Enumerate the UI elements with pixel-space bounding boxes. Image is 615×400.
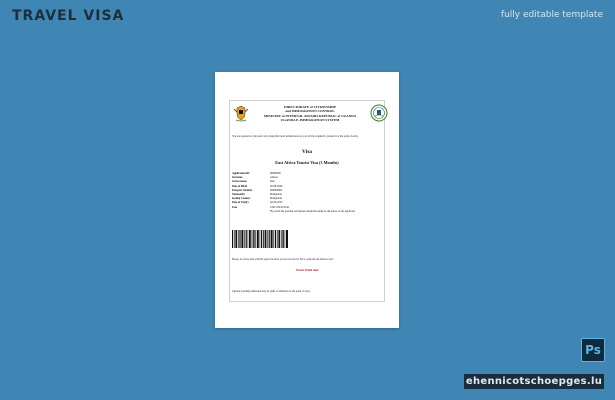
header-line: UGANDA E-IMMIGRATION SYSTEM (280, 118, 340, 123)
applicant-fields (232, 172, 392, 214)
field-label: Issuing Country (232, 197, 251, 201)
declaration-notice: Please, be aware that with this approval letter you do not need to fill or order the declaration card. (232, 258, 334, 261)
brand-subtitle: fully editable template (500, 10, 603, 20)
field-label: Surname (232, 176, 243, 180)
field-label: Nationality (232, 193, 245, 197)
footer-note: Uganda boarding admission may be right of admission at the point of entry. (232, 290, 311, 293)
field-value: Gibson (270, 176, 278, 180)
visa-title: Visa (302, 149, 312, 155)
immigration-seal-icon (370, 104, 388, 122)
photoshop-icon: Ps (581, 338, 605, 362)
field-label: Given names (232, 180, 247, 184)
wish-text: Wash Weld ded (295, 268, 319, 272)
watermark-label: ehennicotschoepges.lu (465, 376, 603, 387)
header-line: MINISTRY of INTERNAL AFFAIRS REPUBLIC of UGANDA (263, 113, 357, 118)
coat-of-arms-icon (233, 104, 249, 122)
barcode-icon (232, 230, 288, 248)
fee-note: Fly-reach the portable and please should be under in the notice of the applicant. (270, 209, 356, 213)
header-line: DIRECTORATE of CITIZENSHIP (284, 105, 336, 109)
field-value: Jake (270, 180, 275, 184)
field-label: Fees (232, 205, 238, 209)
field-label: Passport Number (232, 188, 253, 192)
field-label: Application ID: (232, 172, 250, 175)
field-label: Date of Birth (232, 184, 248, 188)
field-value: USD 100.00 Paid (270, 205, 289, 209)
brand-title: TRAVEL VISA (12, 8, 125, 24)
field-value: 00000000 (270, 172, 281, 175)
field-label: Date of Expiry (232, 201, 249, 205)
visa-type: East Africa Tourist Visa (3 Months) (275, 160, 339, 165)
intro-note: You are required to print and carry along this travel authorisation as you will be required to present it at the point of entry. (232, 135, 359, 138)
header-line: and IMMIGRATION CONTROL (285, 109, 335, 114)
field-value: Philippines (270, 197, 283, 201)
field-value: Philippines (270, 193, 283, 197)
field-value: 26-06-2025 (270, 201, 283, 205)
field-value: 000000000 (270, 188, 283, 192)
field-value: 26-08-0000 (270, 184, 283, 188)
document-header (250, 105, 370, 123)
